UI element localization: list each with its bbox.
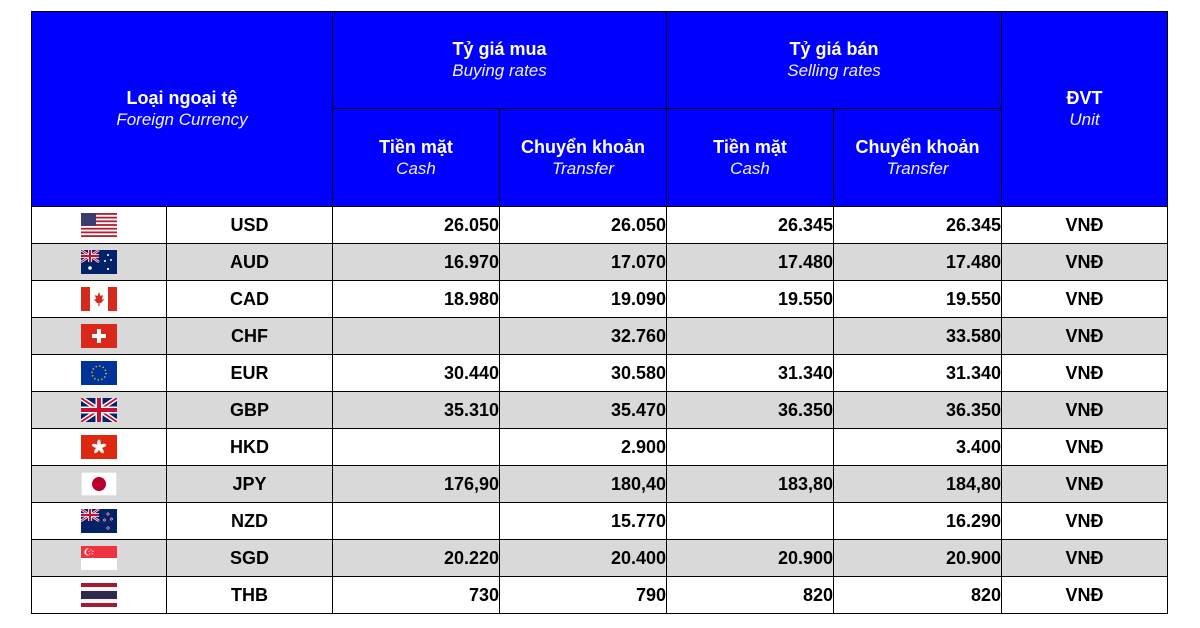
buy-transfer: 180,40 <box>500 466 667 503</box>
sell-transfer: 26.345 <box>834 207 1002 244</box>
sell-cash: 17.480 <box>667 244 834 281</box>
sell-transfer: 36.350 <box>834 392 1002 429</box>
sell-cash: 19.550 <box>667 281 834 318</box>
table-row <box>32 577 1168 614</box>
currency-code: EUR <box>167 355 333 392</box>
currency-code: GBP <box>167 392 333 429</box>
sell-cash: 31.340 <box>667 355 834 392</box>
sell-cash <box>667 429 834 466</box>
header-sell-transfer: Chuyển khoản Transfer <box>834 109 1002 207</box>
buy-transfer: 19.090 <box>500 281 667 318</box>
buy-cash <box>333 318 500 355</box>
sell-cash <box>667 503 834 540</box>
sell-cash <box>667 318 834 355</box>
sell-cash: 183,80 <box>667 466 834 503</box>
sell-transfer: 17.480 <box>834 244 1002 281</box>
unit: VNĐ <box>1002 503 1168 540</box>
sell-transfer: 31.340 <box>834 355 1002 392</box>
sell-cash: 820 <box>667 577 834 614</box>
buy-transfer: 20.400 <box>500 540 667 577</box>
buy-transfer: 35.470 <box>500 392 667 429</box>
header-buy-cash: Tiền mặt Cash <box>333 109 500 207</box>
currency-code: HKD <box>167 429 333 466</box>
header-currency: Loại ngoại tệ Foreign Currency <box>32 12 333 207</box>
unit: VNĐ <box>1002 577 1168 614</box>
header-buying-rates: Tỷ giá mua Buying rates <box>333 12 667 109</box>
header-unit: ĐVT Unit <box>1002 12 1168 207</box>
us-flag-icon <box>81 213 117 237</box>
exchange-rate-table <box>31 11 1168 614</box>
buy-transfer: 17.070 <box>500 244 667 281</box>
table-row <box>32 540 1168 577</box>
unit: VNĐ <box>1002 318 1168 355</box>
flag-cell <box>32 540 167 577</box>
buy-cash: 30.440 <box>333 355 500 392</box>
flag-cell <box>32 244 167 281</box>
table-row <box>32 244 1168 281</box>
au-flag-icon <box>81 250 117 274</box>
currency-code: AUD <box>167 244 333 281</box>
table-row <box>32 503 1168 540</box>
buy-cash <box>333 503 500 540</box>
header-buy-transfer: Chuyển khoản Transfer <box>500 109 667 207</box>
flag-cell <box>32 318 167 355</box>
header-selling-rates: Tỷ giá bán Selling rates <box>667 12 1002 109</box>
table-row <box>32 466 1168 503</box>
buy-cash: 26.050 <box>333 207 500 244</box>
buy-cash: 35.310 <box>333 392 500 429</box>
table-header <box>32 12 1168 207</box>
buy-cash: 730 <box>333 577 500 614</box>
currency-code: NZD <box>167 503 333 540</box>
buy-transfer: 30.580 <box>500 355 667 392</box>
sell-transfer: 33.580 <box>834 318 1002 355</box>
currency-code: CHF <box>167 318 333 355</box>
flag-cell <box>32 392 167 429</box>
buy-cash: 16.970 <box>333 244 500 281</box>
unit: VNĐ <box>1002 281 1168 318</box>
unit: VNĐ <box>1002 466 1168 503</box>
sell-cash: 36.350 <box>667 392 834 429</box>
ch-flag-icon <box>81 324 117 348</box>
currency-code: THB <box>167 577 333 614</box>
ca-flag-icon <box>81 287 117 311</box>
sg-flag-icon <box>81 546 117 570</box>
gb-flag-icon <box>81 398 117 422</box>
flag-cell <box>32 281 167 318</box>
hk-flag-icon <box>81 435 117 459</box>
buy-transfer: 2.900 <box>500 429 667 466</box>
sell-transfer: 19.550 <box>834 281 1002 318</box>
table-row <box>32 392 1168 429</box>
buy-cash: 176,90 <box>333 466 500 503</box>
sell-transfer: 20.900 <box>834 540 1002 577</box>
currency-code: USD <box>167 207 333 244</box>
flag-cell <box>32 355 167 392</box>
currency-code: CAD <box>167 281 333 318</box>
flag-cell <box>32 429 167 466</box>
sell-cash: 20.900 <box>667 540 834 577</box>
unit: VNĐ <box>1002 540 1168 577</box>
sell-transfer: 16.290 <box>834 503 1002 540</box>
unit: VNĐ <box>1002 207 1168 244</box>
unit: VNĐ <box>1002 244 1168 281</box>
unit: VNĐ <box>1002 392 1168 429</box>
currency-code: JPY <box>167 466 333 503</box>
table-row <box>32 355 1168 392</box>
sell-transfer: 184,80 <box>834 466 1002 503</box>
flag-cell <box>32 207 167 244</box>
buy-cash <box>333 429 500 466</box>
buy-transfer: 32.760 <box>500 318 667 355</box>
sell-transfer: 820 <box>834 577 1002 614</box>
table-row <box>32 281 1168 318</box>
buy-cash: 18.980 <box>333 281 500 318</box>
sell-cash: 26.345 <box>667 207 834 244</box>
flag-cell <box>32 466 167 503</box>
eu-flag-icon <box>81 361 117 385</box>
sell-transfer: 3.400 <box>834 429 1002 466</box>
jp-flag-icon <box>81 472 117 496</box>
table-row <box>32 318 1168 355</box>
header-sell-cash: Tiền mặt Cash <box>667 109 834 207</box>
table-row <box>32 207 1168 244</box>
flag-cell <box>32 577 167 614</box>
buy-transfer: 26.050 <box>500 207 667 244</box>
buy-cash: 20.220 <box>333 540 500 577</box>
buy-transfer: 15.770 <box>500 503 667 540</box>
flag-cell <box>32 503 167 540</box>
table-row <box>32 429 1168 466</box>
th-flag-icon <box>81 583 117 607</box>
buy-transfer: 790 <box>500 577 667 614</box>
nz-flag-icon <box>81 509 117 533</box>
unit: VNĐ <box>1002 429 1168 466</box>
table-body <box>32 207 1168 614</box>
unit: VNĐ <box>1002 355 1168 392</box>
currency-code: SGD <box>167 540 333 577</box>
